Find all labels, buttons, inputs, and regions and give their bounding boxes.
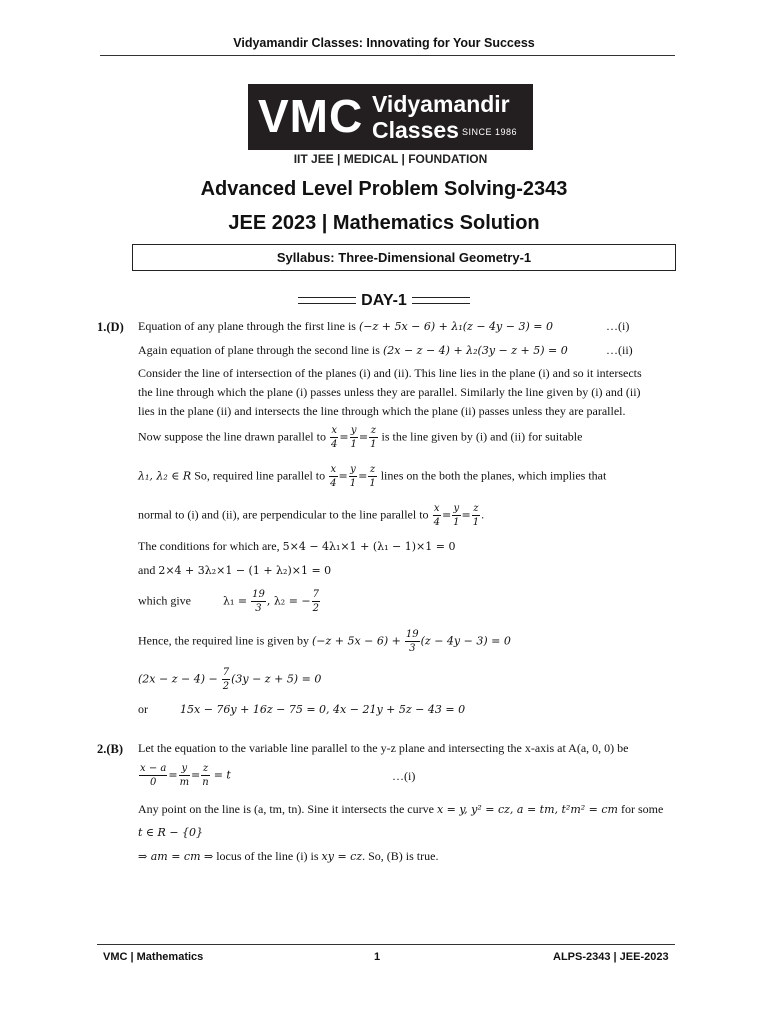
- logo-name-line2: Classes: [372, 117, 459, 143]
- q1-condition2-text: and: [138, 563, 156, 577]
- q1-result: [138, 588, 321, 615]
- footer-divider: [97, 944, 675, 945]
- q2-parameter: = t: [213, 768, 231, 782]
- fraction-numerator: x: [330, 464, 337, 475]
- fraction-numerator: y: [350, 425, 357, 436]
- q1-plane1-equation: (−z + 5x − 6) + λ₁(z − 4y − 3) = 0: [358, 320, 553, 333]
- fraction: [201, 762, 209, 789]
- fraction: [433, 502, 441, 529]
- q2-conclusion-text: locus of the line (i) is: [216, 849, 319, 863]
- fraction-numerator: x: [433, 503, 440, 514]
- fraction-denominator: 1: [472, 517, 480, 528]
- q1-condition1: [138, 540, 455, 552]
- fraction-denominator: n: [202, 777, 209, 788]
- q1-line2-text: Again equation of plane through the second line is: [138, 343, 380, 357]
- q1-hence-math1: (−z + 5x − 6) +: [311, 634, 401, 648]
- fraction-numerator: 19: [252, 589, 265, 600]
- lambda-condition: λ₁, λ₂ ∈ R: [138, 469, 192, 483]
- q2-conclusion: [138, 850, 438, 862]
- fraction-numerator: z: [369, 464, 376, 475]
- fraction-numerator: x − a: [140, 763, 167, 774]
- lambda1-label: λ₁ =: [223, 594, 248, 608]
- eq-tag: …(i): [606, 319, 630, 333]
- fraction: [472, 502, 480, 529]
- q1-second-plane: [138, 666, 321, 693]
- fraction-numerator: y: [350, 464, 356, 475]
- fraction-denominator: 1: [453, 517, 460, 528]
- q1-second-math1: (2x − z − 4) −: [138, 672, 218, 686]
- paragraph-line: Consider the line of intersection of the planes (i) and (ii). This line lies in the plane (i) and so it intersects: [138, 366, 642, 380]
- q1-line1: [138, 320, 553, 332]
- q1-normal-text: normal to (i) and (ii), are perpendicular to the line parallel to: [138, 507, 429, 522]
- document-subtitle: JEE 2023 | Mathematics Solution: [228, 212, 540, 234]
- q1-so-text-end: lines on the both the planes, which implies that: [380, 468, 607, 483]
- logo-mark: VMC: [258, 90, 364, 142]
- q2-any-text: Any point on the line is (a, tm, tn). Sine it intersects the curve: [138, 802, 434, 816]
- fraction: [452, 502, 460, 529]
- fraction: [368, 463, 376, 490]
- q2-any-text-end: for some: [620, 802, 664, 816]
- period: .: [481, 507, 485, 522]
- q1-now-line: Now suppose the line drawn parallel to $\frac{x}{4}$ = $\frac{y}{1}$ = $\frac{z}{1}$ is the line given by (i) and (ii) for suitable: [138, 425, 583, 450]
- lambda2-label: , λ₂ = −: [266, 594, 311, 608]
- fraction: [329, 463, 337, 490]
- eq-tag: …(i): [392, 769, 416, 783]
- fraction: [330, 424, 338, 451]
- q1-so-line: λ₁, λ₂ ∈ R So, required line parallel to $\frac{x}{4}$ = $\frac{y}{1}$ = $\frac{z}{1}$ lines on the both the planes, which implies that: [138, 464, 607, 489]
- q1-so-text: So, required line parallel to: [194, 468, 326, 483]
- fraction-numerator: z: [370, 425, 376, 436]
- q1-line2: [138, 344, 568, 356]
- eq-tag: …(ii): [606, 343, 633, 357]
- q2-curve-equations: x = y, y² = cz, a = tm, t²m² = cm: [436, 803, 618, 816]
- q1-second-math2: (3y − z + 5) = 0: [231, 672, 322, 686]
- q2-any-point: [138, 803, 663, 815]
- fraction-numerator: z: [473, 503, 479, 514]
- fraction: [312, 588, 320, 615]
- question-number: 2.(B): [97, 742, 124, 756]
- fraction-denominator: 3: [255, 603, 262, 614]
- fraction-denominator: 1: [350, 439, 357, 450]
- fraction: [369, 424, 377, 451]
- q1-hence: [138, 628, 511, 655]
- fraction: [350, 424, 358, 451]
- q1-condition1-text: The conditions for which are,: [138, 539, 280, 553]
- page-header: Vidyamandir Classes: Innovating for Your Success: [233, 36, 535, 50]
- q1-plane2-equation: (2x − z − 4) + λ₂(3y − z + 5) = 0: [382, 344, 568, 357]
- fraction-denominator: 1: [349, 478, 357, 489]
- fraction: [251, 588, 266, 615]
- q2-t-condition: [138, 826, 203, 838]
- q1-condition2: [138, 564, 331, 576]
- vmc-logo: [248, 84, 533, 150]
- q2-line-equation: $\frac{x - a}{0}$ = $\frac{y}{m}$ = $\frac{z}{n}$ = t: [140, 763, 231, 788]
- fraction-numerator: y: [179, 762, 190, 776]
- fraction-numerator: x: [331, 425, 337, 436]
- logo-tagline: IIT JEE | MEDICAL | FOUNDATION: [293, 152, 488, 166]
- document-title: Advanced Level Problem Solving-2343: [200, 178, 568, 200]
- fraction: [139, 762, 167, 789]
- q2-conclusion-end: . So, (B) is true.: [362, 849, 439, 863]
- q2-locus: xy = cz: [321, 850, 363, 863]
- paragraph-line: the line through which the plane (i) passes unless they are parallel. Similarly the line given by (i) and (ii): [138, 385, 641, 399]
- q2-line1: Let the equation to the variable line parallel to the y-z plane and intersecting the x-axis at A(a, 0, 0) be: [138, 741, 629, 755]
- header-divider: [100, 55, 675, 56]
- or-label: or: [138, 702, 148, 716]
- fraction-denominator: 2: [222, 681, 230, 692]
- day-label: DAY-1: [361, 292, 407, 309]
- q1-normal-line: normal to (i) and (ii), are perpendicular to the line parallel to $\frac{x}{4}$ = $\frac{y}{1}$ = $\frac{z}{1}$ .: [138, 503, 485, 528]
- fraction-numerator: 7: [222, 667, 230, 678]
- footer-right: ALPS-2343 | JEE-2023: [553, 951, 669, 963]
- day-banner: [0, 292, 768, 310]
- fraction-denominator: 4: [433, 517, 440, 528]
- q1-condition2-equation: 2×4 + 3λ₂×1 − (1 + λ₂)×1 = 0: [158, 564, 332, 577]
- fraction: [405, 628, 420, 655]
- q2-t-set: t ∈ R − {0}: [138, 826, 204, 839]
- q1-line1-text: Equation of any plane through the first line is: [138, 319, 356, 333]
- fraction: [349, 463, 357, 490]
- fraction-numerator: 19: [405, 629, 419, 640]
- fraction: [179, 762, 190, 789]
- page-number: 1: [374, 951, 381, 963]
- fraction-denominator: 4: [330, 439, 338, 450]
- fraction-denominator: 4: [330, 478, 337, 489]
- q1-final-equations: 15x − 76y + 16z − 75 = 0, 4x − 21y + 5z − 43 = 0: [180, 703, 466, 716]
- q1-result-text: which give: [138, 593, 191, 608]
- q1-final-answer: [180, 703, 465, 715]
- banner-rule-right: [412, 297, 470, 304]
- fraction-denominator: 3: [409, 643, 416, 654]
- fraction: [222, 666, 230, 693]
- q2-implication: ⇒ am = cm ⇒: [138, 850, 214, 863]
- q1-condition1-equation: 5×4 − 4λ₁×1 + (λ₁ − 1)×1 = 0: [282, 540, 456, 553]
- fraction-numerator: z: [202, 763, 209, 774]
- fraction-denominator: 1: [369, 478, 376, 489]
- logo-name-line1: Vidyamandir: [372, 91, 510, 117]
- fraction-denominator: 2: [312, 603, 320, 614]
- q1-now-text: Now suppose the line drawn parallel to: [138, 429, 326, 444]
- paragraph-line: lies in the plane (ii) and intersects the line through which the plane (ii) passes unless they are parallel.: [138, 404, 626, 418]
- fraction-numerator: 7: [312, 589, 320, 600]
- fraction-denominator: 0: [149, 777, 157, 788]
- q1-hence-text: Hence, the required line is given by: [138, 633, 309, 648]
- q1-now-text-end: is the line given by (i) and (ii) for suitable: [381, 429, 583, 444]
- footer-left: VMC | Mathematics: [103, 951, 204, 963]
- fraction-denominator: 1: [370, 439, 377, 450]
- fraction-denominator: m: [179, 777, 190, 788]
- banner-rule-left: [298, 297, 356, 304]
- logo-since: SINCE 1986: [462, 127, 518, 137]
- fraction-numerator: y: [453, 503, 460, 514]
- syllabus-box: Syllabus: Three-Dimensional Geometry-1: [132, 244, 676, 271]
- q1-hence-math2: (z − 4y − 3) = 0: [420, 634, 511, 648]
- question-number: 1.(D): [97, 320, 124, 334]
